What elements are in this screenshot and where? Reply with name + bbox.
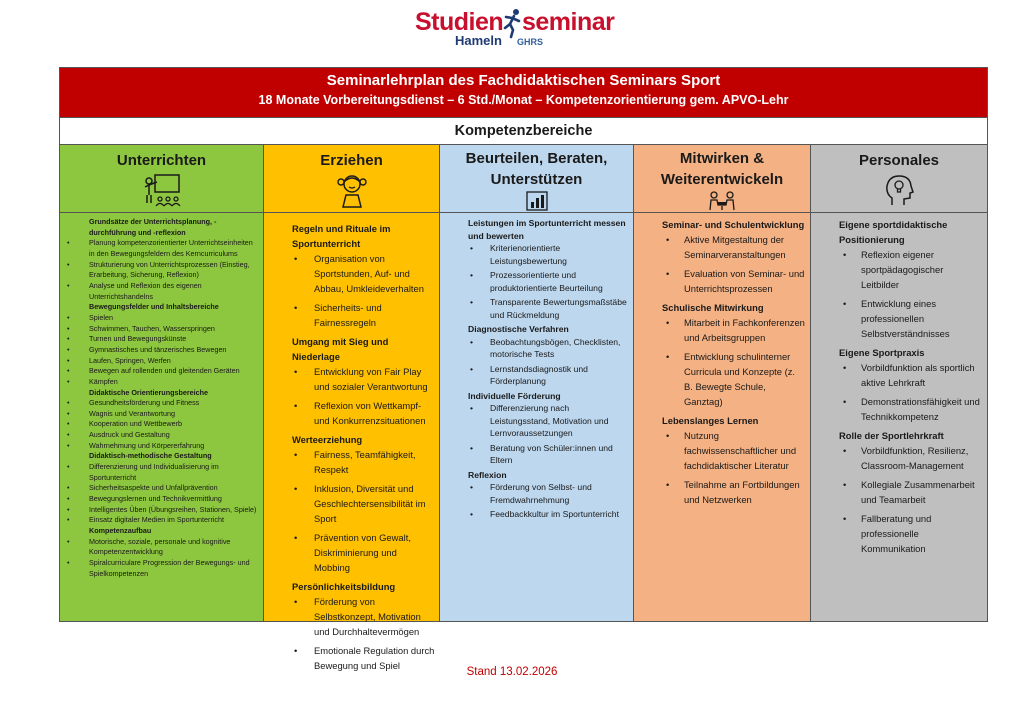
list-item: • Einsatz digitaler Medien im Sportunterricht [64, 515, 259, 526]
section-heading: Kompetenzaufbau [89, 526, 152, 536]
list-item: • Strukturierung von Unterrichtsprozessen (Einstieg, Erarbeitung, Sicherung, Reflexion) [64, 260, 259, 281]
list-item: • Laufen, Springen, Werfen [64, 356, 259, 367]
list-item: • Reflexion von Wettkampf- und Konkurrenzsituationen [268, 398, 435, 428]
column-header [440, 145, 633, 213]
list-item: • Kriterienorientierte Leistungsbewertung [444, 242, 629, 267]
list-item: • Sicherheitsaspekte und Unfallprävention [64, 483, 259, 494]
meeting-icon [707, 191, 737, 211]
section-heading: Lebenslanges Lernen [662, 415, 759, 426]
column-header [264, 145, 439, 213]
column-content [811, 215, 987, 621]
column-title: Erziehen [320, 152, 383, 169]
list-item: • Förderung von Selbst- und Fremdwahrnehmung [444, 481, 629, 506]
section-heading: Eigene Sportpraxis [839, 347, 925, 358]
section-heading: Persönlichkeitsbildung [292, 581, 396, 592]
list-item: • Nutzung fachwissenschaftlicher und fachdidaktischer Literatur [638, 428, 806, 473]
section-heading: Leistungen im Sportunterricht messen und bewerten [468, 218, 626, 241]
list-item: • Fallberatung und professionelle Kommunikation [815, 511, 983, 556]
logo-word-1: Studien [415, 8, 504, 36]
column-content [440, 215, 633, 621]
section-heading: Seminar- und Schulentwicklung [662, 219, 805, 230]
column-header [811, 145, 987, 213]
section-heading: Werteerziehung [292, 434, 363, 445]
list-item: • Entwicklung eines professionellen Selbstverständnisses [815, 296, 983, 341]
column-mitwirken [634, 145, 811, 621]
section-heading: Individuelle Förderung [468, 390, 561, 401]
list-item: • Förderung von Selbstkonzept, Motivation und Durchhaltevermögen [268, 594, 435, 639]
list-item: • Analyse und Reflexion des eigenen Unterrichtshandelns [64, 281, 259, 302]
column-content [264, 219, 439, 671]
list-item: • Planung kompetenzorientierter Unterrichtseinheiten in den Bewegungsfeldern des Kerncurriculums [64, 238, 259, 259]
column-content [634, 215, 810, 621]
list-item: • Mitarbeit in Fachkonferenzen und Arbeitsgruppen [638, 315, 806, 345]
list-item: • Transparente Bewertungsmaßstäbe und Rückmeldung [444, 296, 629, 321]
list-item: • Differenzierung nach Leistungsstand, Motivation und Lernvoraussetzungen [444, 402, 629, 440]
column-header [60, 145, 263, 213]
list-item: • Sicherheits- und Fairnessregeln [268, 300, 435, 330]
list-item: • Fairness, Teamfähigkeit, Respekt [268, 447, 435, 477]
teacher-board-icon [142, 173, 182, 209]
child-icon [335, 173, 369, 209]
column-title: Beurteilen, Beraten, Unterstützen [465, 150, 608, 188]
list-item: • Gesundheitsförderung und Fitness [64, 398, 259, 409]
section-heading: Regeln und Rituale im Sportunterricht [292, 223, 391, 249]
list-item: • Intelligentes Üben (Übungsreihen, Stationen, Spiele) [64, 505, 259, 516]
list-item: • Feedbackkultur im Sportunterricht [444, 508, 629, 521]
section-heading: Bewegungsfelder und Inhaltsbereiche [89, 302, 219, 312]
list-item: • Prävention von Gewalt, Diskriminierung und Mobbing [268, 530, 435, 575]
list-item: • Beobachtungsbögen, Checklisten, motorische Tests [444, 336, 629, 361]
section-heading: Reflexion [468, 469, 507, 480]
section-heading: Eigene sportdidaktische Positionierung [839, 219, 948, 245]
list-item: • Teilnahme an Fortbildungen und Netzwerken [638, 477, 806, 507]
section-heading: Rolle der Sportlehrkraft [839, 430, 944, 441]
section-title: Kompetenzbereiche [60, 117, 987, 145]
list-item: • Lernstandsdiagnostik und Förderplanung [444, 363, 629, 388]
section-heading: Didaktisch-methodische Gestaltung [89, 451, 212, 461]
logo [415, 8, 615, 50]
column-title: Personales [858, 152, 940, 169]
list-item: • Evaluation von Seminar- und Unterrichtsprozessen [638, 266, 806, 296]
page-subtitle: 18 Monate Vorbereitungsdienst – 6 Std./Monat – Kompetenzorientierung gem. APVO-Lehr [258, 93, 789, 107]
list-item: • Organisation von Sportstunden, Auf- und Abbau, Umkleideverhalten [268, 251, 435, 296]
column-unterrichten [60, 145, 264, 621]
section-heading: Schulische Mitwirkung [662, 302, 764, 313]
list-item: • Reflexion eigener sportpädagogischer Leitbilder [815, 247, 983, 292]
column-title: Mitwirken & Weiterentwickeln [660, 150, 784, 188]
column-content [60, 215, 263, 621]
logo-sub-1: Hameln [455, 33, 502, 48]
list-item: • Beratung von Schüler:innen und Eltern [444, 442, 629, 467]
list-item: • Entwicklung schulinterner Curricula und Konzepte (z. B. Bewegte Schule, Ganztag) [638, 349, 806, 409]
list-item: • Spiralcurriculare Progression der Bewegungs- und Spielkompetenzen [64, 558, 259, 579]
column-header [634, 145, 810, 213]
list-item: • Motorische, soziale, personale und kognitive Kompetenzentwicklung [64, 537, 259, 558]
list-item: • Emotionale Regulation durch Bewegung und Spiel [268, 643, 435, 673]
list-item: • Kämpfen [64, 377, 259, 388]
bar-chart-icon [526, 191, 548, 211]
list-item: • Bewegen auf rollenden und gleitenden Geräten [64, 366, 259, 377]
list-item: • Aktive Mitgestaltung der Seminarveranstaltungen [638, 232, 806, 262]
list-item: • Spielen [64, 313, 259, 324]
list-item: • Vorbildfunktion, Resilienz, Classroom-Management [815, 443, 983, 473]
list-item: • Kooperation und Wettbewerb [64, 419, 259, 430]
list-item: • Wagnis und Verantwortung [64, 409, 259, 420]
column-erziehen [264, 145, 440, 671]
list-item: • Schwimmen, Tauchen, Wasserspringen [64, 324, 259, 335]
date-stamp: Stand 13.02.2026 [466, 666, 558, 678]
curriculum-table [59, 67, 988, 671]
section-heading: Umgang mit Sieg und Niederlage [292, 336, 389, 362]
table-header [60, 68, 987, 117]
head-lightbulb-icon [884, 173, 914, 207]
logo-word-2: seminar [522, 8, 615, 36]
section-heading: Diagnostische Verfahren [468, 324, 569, 334]
list-item: • Inklusion, Diversität und Geschlechtersensibilität im Sport [268, 481, 435, 526]
column-personales [811, 145, 987, 621]
section-heading: Didaktische Orientierungsbereiche [89, 387, 209, 397]
list-item: • Differenzierung und Individualisierung im Sportunterricht [64, 462, 259, 483]
section-heading: Grundsätze der Unterrichtsplanung, -durchführung und -reflexion [89, 217, 217, 237]
list-item: • Prozessorientierte und produktorientierte Beurteilung [444, 269, 629, 294]
list-item: • Demonstrationsfähigkeit und Technikkompetenz [815, 394, 983, 424]
column-title: Unterrichten [116, 152, 207, 169]
list-item: • Vorbildfunktion als sportlich aktive Lehrkraft [815, 360, 983, 390]
column-beurteilen [440, 145, 634, 621]
list-item: • Turnen und Bewegungskünste [64, 334, 259, 345]
list-item: • Ausdruck und Gestaltung [64, 430, 259, 441]
page-title: Seminarlehrplan des Fachdidaktischen Seminars Sport [326, 72, 721, 89]
logo-sub-2: GHRS [517, 37, 544, 47]
list-item: • Gymnastisches und tänzerisches Bewegen [64, 345, 259, 356]
list-item: • Entwicklung von Fair Play und sozialer Verantwortung [268, 364, 435, 394]
list-item: • Kollegiale Zusammenarbeit und Teamarbeit [815, 477, 983, 507]
list-item: • Bewegungslernen und Technikvermittlung [64, 494, 259, 505]
list-item: • Wahrnehmung und Körpererfahrung [64, 441, 259, 452]
